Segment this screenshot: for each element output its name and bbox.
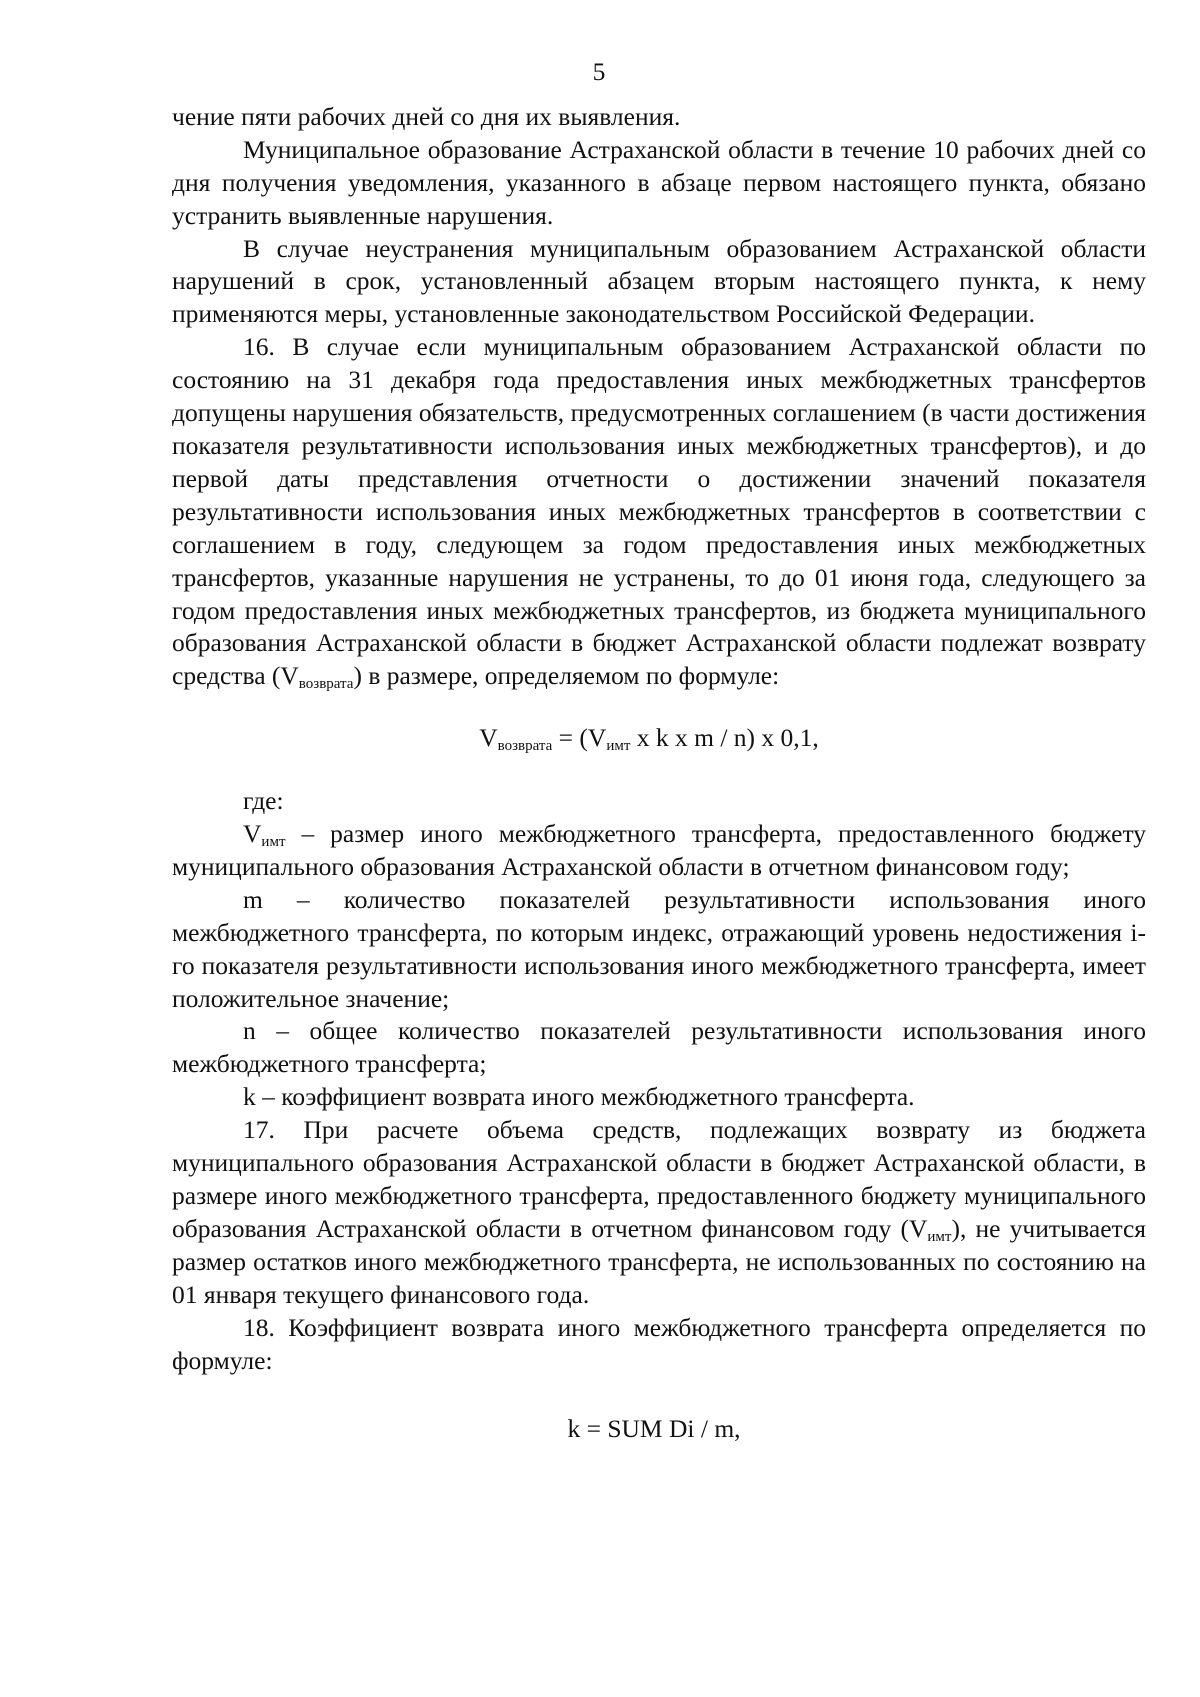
formula-imt-subscript: имт (606, 738, 631, 755)
formula-v-subscript: возврата (497, 738, 553, 755)
paragraph-16 (172, 331, 1146, 693)
formula-tail: x k x m / n) x 0,1, (630, 723, 819, 753)
vimt-definition-text: – размер иного межбюджетного трансферта, предоставленного бюджету муниципального образования Астраханской области в отчетном финансовом году; (172, 819, 1146, 881)
vimt-symbol: V (243, 819, 262, 849)
paragraph-17 (172, 1114, 1146, 1311)
paragraph-18: 18. Коэффициент возврата иного межбюджетного трансферта определяется по формуле: (172, 1312, 1146, 1375)
paragraph-continuation: чение пяти рабочих дней со дня их выявления. (172, 101, 681, 131)
paragraph-sanctions: В случае неустранения муниципальным образованием Астраханской области нарушений в срок, установленный абзацем вторым настоящего пункта, к нему применяются меры, установленные законодательством Российской Федерации. (172, 233, 1146, 329)
formula-equals: = (V (552, 723, 607, 753)
paragraph-16-tail: ) в размере, определяемом по формуле: (353, 661, 780, 691)
subscript-vozvrata: возврата (298, 676, 354, 693)
page-number: 5 (592, 57, 606, 86)
formula-v: V (479, 723, 498, 753)
paragraph-17-subscript: имт (927, 1228, 952, 1245)
definition-m: m – количество показателей результативности использования иного межбюджетного трансферта, по которым индекс, отражающий уровень недостижения i-го показателя результативности использования иного межбюджетного трансферта, имеет положительное значение; (172, 884, 1146, 1013)
formula-return-volume (172, 722, 1146, 755)
vimt-subscript: имт (261, 834, 286, 851)
paragraph-deadline: Муниципальное образование Астраханской области в течение 10 рабочих дней со дня получения уведомления, указанного в абзаце первом настоящего пункта, обязано устранить выявленные нарушения. (172, 134, 1146, 230)
definition-k: k – коэффициент возврата иного межбюджетного трансферта. (243, 1082, 915, 1112)
paragraph-17-text: 17. При расчете объема средств, подлежащих возврату из бюджета муниципального образования Астраханской области в бюджет Астраханской области, в размере иного межбюджетного трансферта, предоставленного бюджету муниципального образования Астраханской области в отчетном финансовом году (V (172, 1115, 1146, 1243)
where-label: где: (243, 786, 284, 816)
paragraph-17-tail: ), не учитывается размер остатков иного межбюджетного трансферта, не использованных по состоянию на 01 января текущего финансового года. (172, 1213, 1147, 1309)
definition-n: n – общее количество показателей результативности использования иного межбюджетного трансферта; (172, 1016, 1146, 1079)
definition-vimt (172, 818, 1146, 884)
formula-coefficient: k = SUM Di / m, (567, 1414, 741, 1444)
paragraph-16-text: 16. В случае если муниципальным образованием Астраханской области по состоянию на 31 декабря года предоставления иных межбюджетных трансфертов допущены нарушения обязательств, предусмотренных соглашением (в части достижения показателя результативности использования иных межбюджетных трансфертов), и до первой даты представления отчетности о достижении значений показателя результативности использования иных межбюджетных трансфертов в соответствии с соглашением в году, следующем за годом предоставления иных межбюджетных трансфертов, указанные нарушения не устранены, то до 01 июня года, следующего за годом предоставления иных межбюджетных трансфертов, из бюджета муниципального образования Астраханской области в бюджет Астраханской области подлежат возврату средства (V (172, 332, 1146, 691)
